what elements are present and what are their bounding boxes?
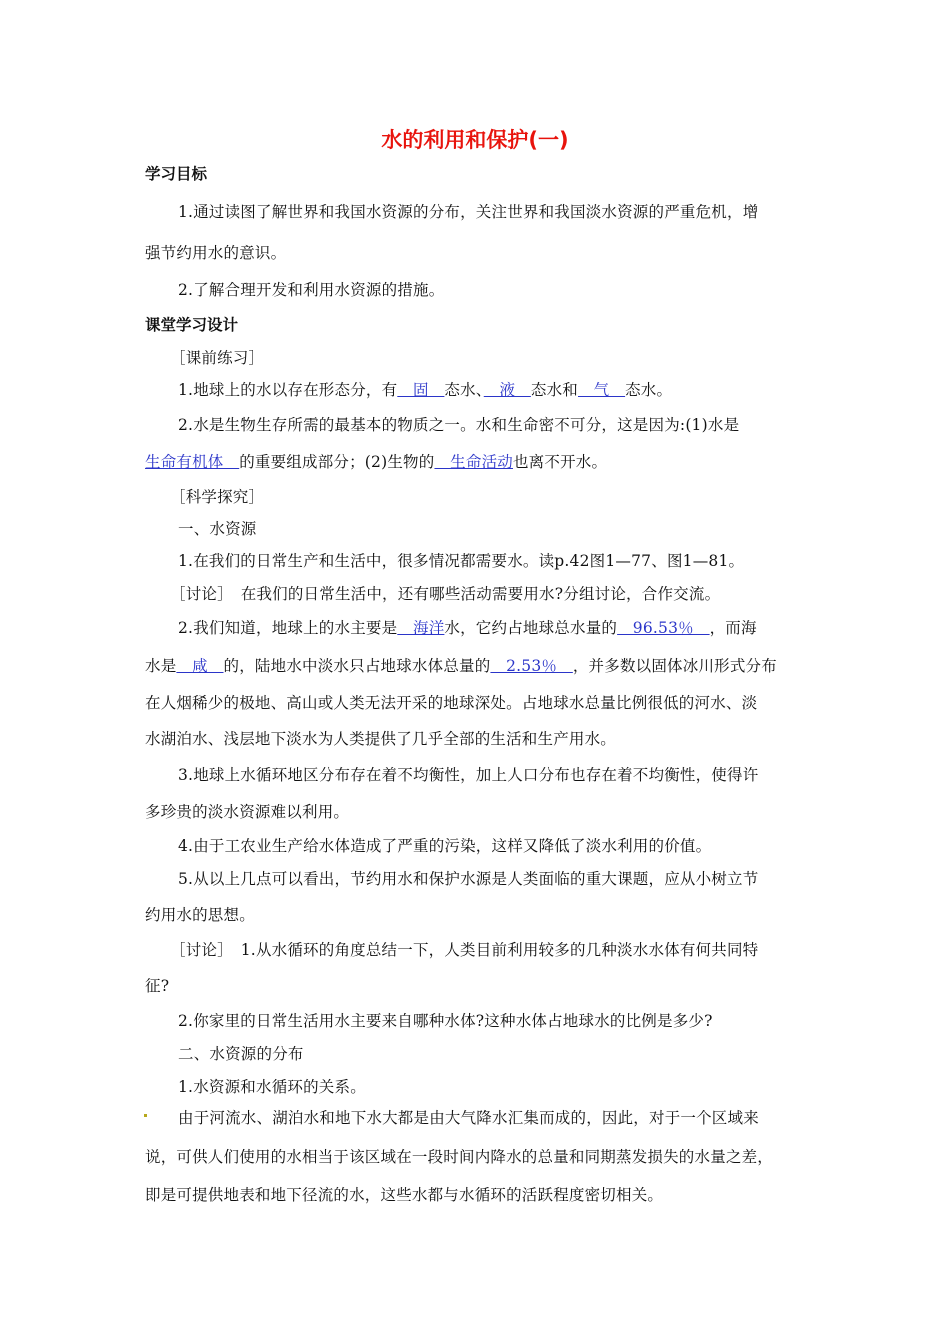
pre-practice-label: ［课前练习］ xyxy=(170,349,265,367)
section-heading-design: 课堂学习设计 xyxy=(145,316,239,334)
discussion-2-line-3: 2.你家里的日常生活用水主要来自哪种水体?这种水体占地球水的比例是多少? xyxy=(178,1012,713,1030)
paragraph-7-line-2: 说，可供人们使用的水相当于该区域在一段时间内降水的总量和同期蒸发损失的水量之差， xyxy=(145,1148,774,1166)
paragraph-3-line-1: 3.地球上水循环地区分布存在着不均衡性，加上人口分布也存在着不均衡性，使得许 xyxy=(178,766,759,784)
answer-life-activity: 生命活动 xyxy=(434,453,513,471)
p2-text-b: 水，它约占地球总水量的 xyxy=(444,619,618,637)
answer-organism: 生命有机体 xyxy=(145,453,240,471)
goal-1-line-2: 强节约用水的意识。 xyxy=(145,244,287,262)
answer-solid: 固 xyxy=(397,381,445,399)
goal-2: 2.了解合理开发和利用水资源的措施。 xyxy=(178,281,445,299)
p2b-text-a: 水是 xyxy=(145,657,177,675)
answer-ocean: 海洋 xyxy=(397,619,445,637)
paragraph-4: 4.由于工农业生产给水体造成了严重的污染，这样又降低了淡水利用的价值。 xyxy=(178,837,712,855)
question-1 xyxy=(178,378,672,400)
question-2-line-2 xyxy=(145,450,607,472)
q1-text-a: 1.地球上的水以存在形态分，有 xyxy=(178,381,398,399)
explore-label: ［科学探究］ xyxy=(170,488,265,506)
answer-liquid: 液 xyxy=(483,381,531,399)
q2-text-b: 也离不开水。 xyxy=(512,453,608,471)
subsection-distribution: 二、水资源的分布 xyxy=(178,1045,304,1063)
paragraph-5-line-1: 5.从以上几点可以看出，节约用水和保护水源是人类面临的重大课题，应从小树立节 xyxy=(178,870,759,888)
page-title: 水的利用和保护(一) xyxy=(381,128,569,152)
paragraph-1: 1.在我们的日常生产和生活中，很多情况都需要水。读p.42图1—77、图1—81。 xyxy=(178,552,745,570)
p2-text-a: 2.我们知道，地球上的水主要是 xyxy=(178,619,398,637)
paragraph-7-line-3: 即是可提供地表和地下径流的水，这些水都与水循环的活跃程度密切相关。 xyxy=(145,1186,664,1204)
subsection-water-resources: 一、水资源 xyxy=(178,520,257,538)
paragraph-2-line-4: 水湖泊水、浅层地下淡水为人类提供了几乎全部的生活和生产用水。 xyxy=(145,730,617,748)
paragraph-2-line-2 xyxy=(145,654,777,676)
paragraph-2-line-1 xyxy=(178,616,757,638)
paragraph-3-line-2: 多珍贵的淡水资源难以利用。 xyxy=(145,803,350,821)
q1-text-c: 态水和 xyxy=(530,381,578,399)
discussion-2-line-2: 征? xyxy=(145,977,170,995)
q2-text-a: 的重要组成部分；(2)生物的 xyxy=(239,453,435,471)
q1-text-b: 态水、 xyxy=(444,381,484,399)
answer-gas: 气 xyxy=(577,381,626,399)
goal-1-line-1: 1.通过读图了解世界和我国水资源的分布，关注世界和我国淡水资源的严重危机，增 xyxy=(178,203,759,221)
paragraph-5-line-2: 约用水的思想。 xyxy=(145,906,255,924)
answer-fresh-percent: 2.53％ xyxy=(490,657,573,675)
q1-text-d: 态水。 xyxy=(625,381,673,399)
question-2-line-1: 2.水是生物生存所需的最基本的物质之一。水和生命密不可分，这是因为:(1)水是 xyxy=(178,416,740,434)
paragraph-7-line-1: 由于河流水、湖泊水和地下水大都是由大气降水汇集而成的，因此，对于一个区域来 xyxy=(178,1109,759,1127)
section-heading-goals: 学习目标 xyxy=(145,165,208,183)
p2b-text-b: 的，陆地水中淡水只占地球水体总量的 xyxy=(223,657,491,675)
answer-ocean-percent: 96.53％ xyxy=(617,619,710,637)
p2b-text-c: ，并多数以固体冰川形式分布 xyxy=(572,657,777,675)
paragraph-6: 1.水资源和水循环的关系。 xyxy=(178,1078,366,1096)
paragraph-2-line-3: 在人烟稀少的极地、高山或人类无法开采的地球深处。占地球水总量比例很低的河水、淡 xyxy=(145,694,758,712)
discussion-2-line-1: ［讨论］ 1.从水循环的角度总结一下，人类目前利用较多的几种淡水水体有何共同特 xyxy=(170,941,759,959)
stray-mark xyxy=(144,1114,147,1117)
discussion-1: ［讨论］ 在我们的日常生活中，还有哪些活动需要用水?分组讨论，合作交流。 xyxy=(170,585,721,603)
p2-text-c: ，而海 xyxy=(709,619,757,637)
answer-salty: 咸 xyxy=(176,657,224,675)
